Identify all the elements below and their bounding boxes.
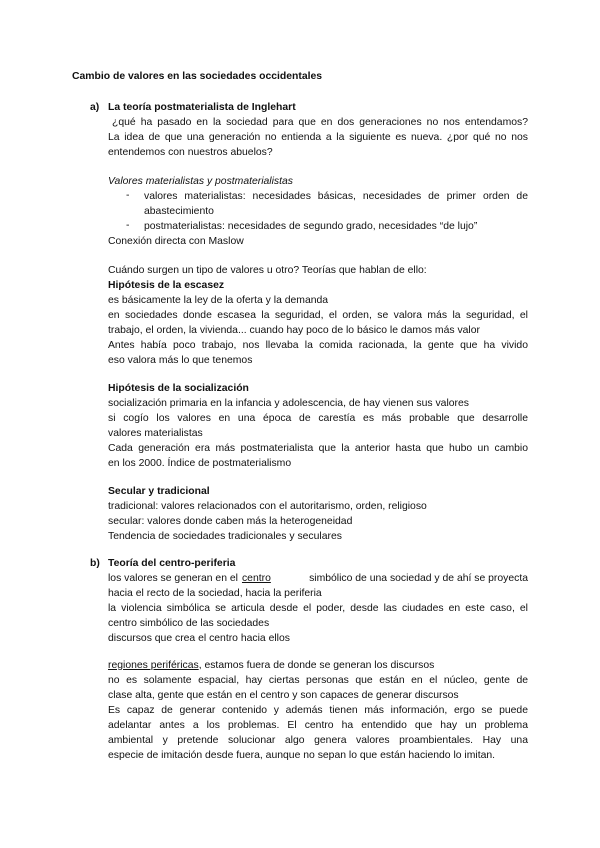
regiones-line-5: adelantar antes a los problemas. El centro ha entendido que hay un problema bbox=[108, 720, 528, 731]
regiones-line-3: clase alta, gente que están en el centro y son capaces de generar discursos bbox=[108, 690, 459, 701]
centro-line-5: discursos que crea el centro hacia ellos bbox=[108, 633, 290, 644]
socializacion-heading: Hipótesis de la socialización bbox=[108, 383, 249, 394]
escasez-line-5: eso valora más lo que tenemos bbox=[108, 355, 253, 366]
centro-line-3: la violencia simbólica se articula desde el poder, desde las ciudades en este caso, el bbox=[108, 603, 528, 614]
escasez-line-1: es básicamente la ley de la oferta y la demanda bbox=[108, 295, 329, 306]
centro-line-1-left bbox=[108, 572, 271, 585]
regiones-underlined-text: regiones periféricas bbox=[108, 660, 199, 671]
centro-underlined-word: centro bbox=[241, 573, 271, 584]
maslow-line: Conexión directa con Maslow bbox=[108, 236, 244, 247]
bullet-dash-1: - bbox=[126, 190, 130, 201]
theories-question: Cuándo surgen un tipo de valores u otro? Teorías que hablan de ello: bbox=[108, 265, 427, 276]
socializacion-line-1: socialización primaria en la infancia y adolescencia, de hay vienen sus valores bbox=[108, 398, 469, 409]
socializacion-line-2: si cogío los valores en una época de carestía es más probable que desarrolle bbox=[108, 413, 528, 424]
escasez-line-2: en sociedades donde escasea la seguridad, el orden, se valora más la seguridad, el bbox=[108, 310, 528, 321]
socializacion-line-5: en los 2000. Índice de postmaterialismo bbox=[108, 458, 292, 469]
bullet-1-line-1: valores materialistas: necesidades básicas, necesidades de primer orden de bbox=[144, 191, 528, 202]
socializacion-line-4: Cada generación era más postmaterialista que la anterior hasta que hubo un cambio bbox=[108, 443, 528, 454]
intro-line-1: ¿qué ha pasado en la sociedad para que en dos generaciones no nos entendamos? bbox=[112, 117, 528, 128]
centro-pre-text: los valores se generan en el bbox=[108, 573, 238, 584]
section-a-heading: La teoría postmaterialista de Inglehart bbox=[108, 102, 296, 113]
regiones-line-1 bbox=[108, 659, 434, 672]
centro-line-1 bbox=[108, 572, 528, 585]
regiones-line-2: no es solamente espacial, hay ciertas personas que están en el núcleo, gente de bbox=[108, 675, 528, 686]
secular-line-3: Tendencia de sociedades tradicionales y seculares bbox=[108, 531, 342, 542]
bullet-2-line-1: postmaterialistas: necesidades de segundo grado, necesidades “de lujo” bbox=[144, 221, 478, 232]
socializacion-line-3: valores materialistas bbox=[108, 428, 203, 439]
secular-line-2: secular: valores donde caben más la heterogeneidad bbox=[108, 516, 353, 527]
centro-line-2: hacia el recto de la sociedad, hacia la periferia bbox=[108, 588, 322, 599]
centro-line-4: centro simbólico de las sociedades bbox=[108, 618, 270, 629]
escasez-line-4: Antes había poco trabajo, nos llevaba la comida racionada, la gente que ha vivido bbox=[108, 340, 528, 351]
section-a-marker: a) bbox=[90, 102, 100, 113]
values-heading: Valores materialistas y postmaterialistas bbox=[108, 176, 293, 187]
regiones-post-text: , estamos fuera de donde se generan los discursos bbox=[198, 660, 435, 671]
regiones-line-6: ambiental y pretende solucionar algo genera valores proambientales. Hay una bbox=[108, 735, 528, 746]
regiones-line-7: especie de imitación desde fuera, aunque no sepan lo que están haciendo lo imitan. bbox=[108, 750, 496, 761]
escasez-line-3: trabajo, el orden, la vivienda... cuando hay poco de lo básico le damos más valor bbox=[108, 325, 480, 336]
bullet-dash-2: - bbox=[126, 220, 130, 231]
section-b-heading: Teoría del centro-periferia bbox=[108, 558, 236, 569]
section-b-marker: b) bbox=[90, 558, 100, 569]
secular-line-1: tradicional: valores relacionados con el autoritarismo, orden, religioso bbox=[108, 501, 427, 512]
secular-heading: Secular y tradicional bbox=[108, 486, 210, 497]
intro-line-3: entendemos con nuestros abuelos? bbox=[108, 147, 273, 158]
regiones-line-4: Es capaz de generar contenido y además tienen más información, ergo se puede bbox=[108, 705, 528, 716]
centro-post-text: simbólico de una sociedad y de ahí se proyecta bbox=[309, 573, 528, 584]
document-title: Cambio de valores en las sociedades occidentales bbox=[72, 71, 323, 82]
bullet-1-line-2: abastecimiento bbox=[144, 206, 214, 217]
intro-line-2: La idea de que una generación no entienda a la siguiente es nueva. ¿por qué no nos bbox=[108, 132, 528, 143]
escasez-heading: Hipótesis de la escasez bbox=[108, 280, 225, 291]
